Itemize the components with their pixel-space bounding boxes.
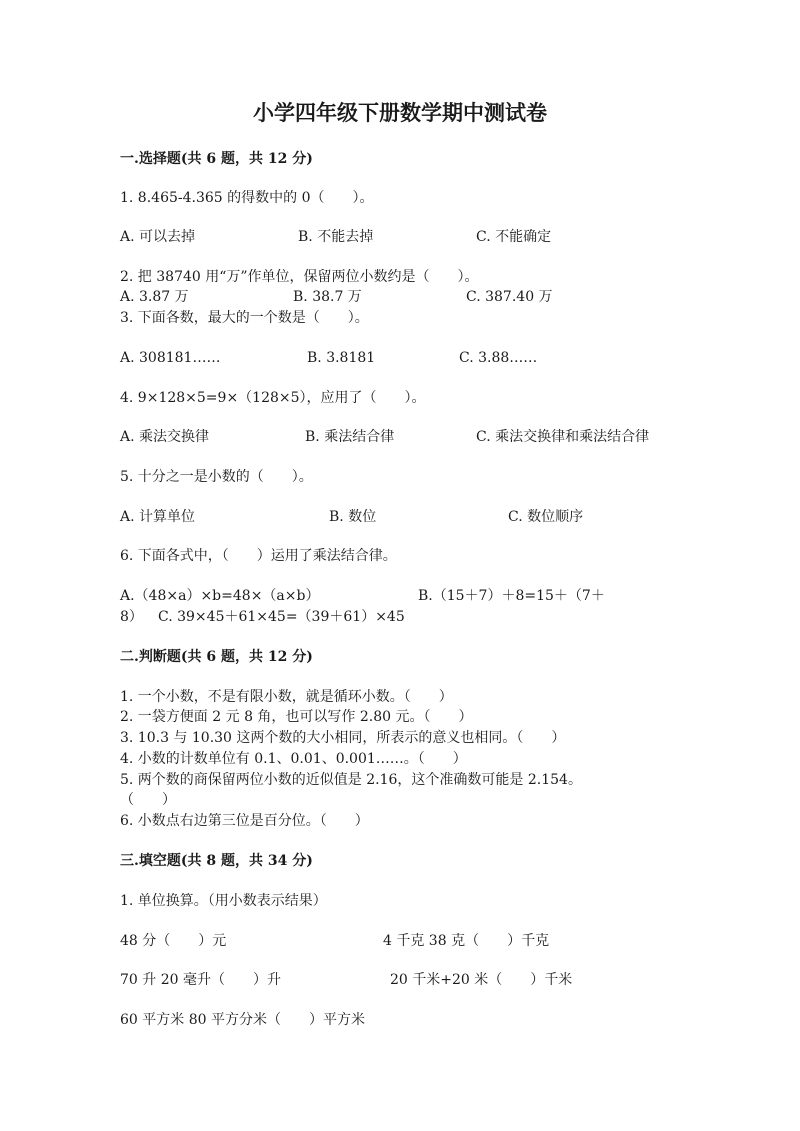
option-a: A. 可以去掉 xyxy=(120,229,196,245)
option-c: C. 39×45＋61×45=（39＋61）×45 xyxy=(158,609,405,625)
option-a: A.（48×a）×b=48×（a×b） xyxy=(120,588,320,604)
question-stem: 5. 十分之一是小数的（ ）。 xyxy=(120,469,313,485)
option-b: B. 不能去掉 xyxy=(298,229,374,245)
list-item-continued: （ ） xyxy=(120,792,176,808)
list-item: 4. 小数的计数单位有 0.1、0.01、0.001……。（ ） xyxy=(120,751,467,767)
list-item: 1. 一个小数，不是有限小数，就是循环小数。（ ） xyxy=(120,689,453,705)
option-c: C. 3.88…… xyxy=(459,350,538,366)
list-item: 2. 一袋方便面 2 元 8 角，也可以写作 2.80 元。（ ） xyxy=(120,709,473,725)
option-b: B.（15＋7）＋8=15＋（7＋ xyxy=(418,588,605,604)
fill-item: 20 千米+20 米（ ）千米 xyxy=(390,972,573,988)
option-a: A. 乘法交换律 xyxy=(120,429,210,445)
option-b: B. 乘法结合律 xyxy=(305,429,395,445)
option-c: C. 乘法交换律和乘法结合律 xyxy=(476,429,650,445)
option-a: A. 3.87 万 xyxy=(120,289,189,305)
list-item: 6. 小数点右边第三位是百分位。（ ） xyxy=(120,813,369,829)
question-stem: 4. 9×128×5=9×（128×5），应用了（ ）。 xyxy=(120,390,426,406)
question-stem: 6. 下面各式中，（ ）运用了乘法结合律。 xyxy=(120,548,397,564)
section-heading-judgement: 二.判断题(共 6 题，共 12 分) xyxy=(120,649,313,665)
option-c: C. 不能确定 xyxy=(476,229,552,245)
option-c: C. 数位顺序 xyxy=(508,509,584,525)
question-stem: 3. 下面各数，最大的一个数是（ ）。 xyxy=(120,310,369,326)
option-b-continued: 8） xyxy=(120,609,143,625)
option-a: A. 计算单位 xyxy=(120,509,196,525)
option-b: B. 数位 xyxy=(329,509,377,525)
question-stem: 2. 把 38740 用“万”作单位，保留两位小数约是（ ）。 xyxy=(120,269,479,285)
option-b: B. 38.7 万 xyxy=(293,289,362,305)
fill-item: 48 分（ ）元 xyxy=(120,933,227,949)
fill-item: 70 升 20 毫升（ ）升 xyxy=(120,972,281,988)
option-b: B. 3.8181 xyxy=(307,350,376,366)
option-c: C. 387.40 万 xyxy=(466,289,553,305)
question-stem: 1. 单位换算。（用小数表示结果） xyxy=(120,893,327,909)
page-title: 小学四年级下册数学期中测试卷 xyxy=(253,100,547,125)
section-heading-fill-in: 三.填空题(共 8 题，共 34 分) xyxy=(120,853,313,869)
question-stem: 1. 8.465-4.365 的得数中的 0（ ）。 xyxy=(120,190,374,206)
fill-item: 4 千克 38 克（ ）千克 xyxy=(383,933,550,949)
option-a: A. 308181…… xyxy=(120,350,221,366)
list-item: 5. 两个数的商保留两位小数的近似值是 2.16，这个准确数可能是 2.154。 xyxy=(120,772,582,788)
list-item: 3. 10.3 与 10.30 这两个数的大小相同，所表示的意义也相同。（ ） xyxy=(120,730,566,746)
section-heading-choice: 一.选择题(共 6 题，共 12 分) xyxy=(120,151,313,167)
fill-item: 60 平方米 80 平方分米（ ）平方米 xyxy=(120,1012,365,1028)
